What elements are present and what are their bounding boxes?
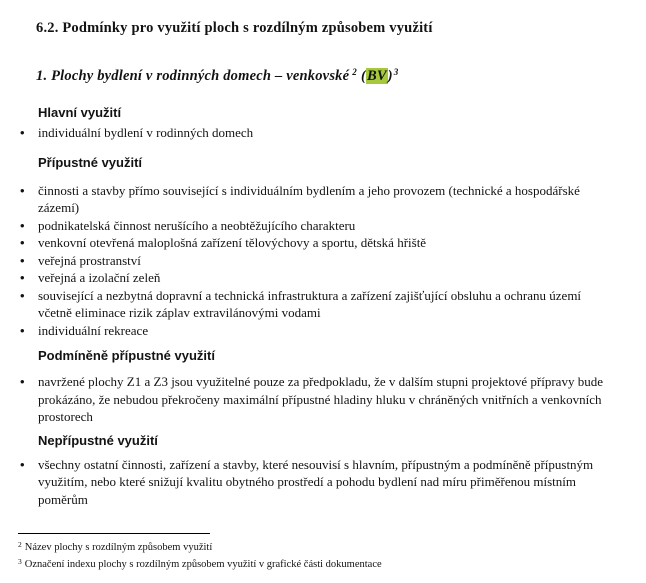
- list-item: • individuální bydlení v rodinných domech: [0, 124, 646, 142]
- list-item: • individuální rekreace: [0, 322, 646, 340]
- list-item: • venkovní otevřená maloplošná zařízení tělovýchovy a sportu, dětská hřiště: [0, 234, 646, 252]
- footnote-2-text: Název plochy s rozdílným způsobem využití: [24, 542, 213, 553]
- section-title-permitted-use: Přípustné využití: [38, 154, 143, 170]
- list-item: • činnosti a stavby přímo související s individuálním bydlením a jeho provozem (technické a hospodářské zázemí): [0, 182, 646, 217]
- bullet-list-impermissible-use: [0, 456, 646, 509]
- chapter-heading: 6.2. Podmínky pro využití ploch s rozdílným způsobem využití: [36, 20, 433, 36]
- bullet-list-permitted-use: [0, 182, 646, 340]
- footnote-ref-3-marker: 3: [393, 67, 399, 77]
- section-title-conditionally-permitted-use: Podmíněně přípustné využití: [38, 348, 215, 363]
- list-item: • všechny ostatní činnosti, zařízení a stavby, které nesouvisí s hlavním, přípustným a podmíněně přípustným využitím, nebo které snižují kvalitu obytného prostředí a pohodu bydlení nad míru přiměřenou místním poměrům: [0, 456, 646, 509]
- footnote-ref-2-marker: 2: [352, 67, 357, 77]
- list-item: • navržené plochy Z1 a Z3 jsou využitelné pouze za předpokladu, že v dalším stupni projektové přípravy bude prokázáno, že nebudou překročeny maximální přípustné hladiny hluku v chráněných vnitřních a venkovních prostorech: [0, 373, 646, 426]
- zone-heading-text: 1. Plochy bydlení v rodinných domech – venkovské: [36, 68, 350, 84]
- zone-heading: [36, 63, 646, 85]
- footnote-3-text: Označení indexu plochy s rozdílným způsobem využití v grafické části dokumentace: [24, 558, 382, 570]
- list-item: • veřejná prostranství: [0, 252, 646, 270]
- zone-code: [361, 68, 393, 84]
- section-title-main-use: Hlavní využití: [38, 105, 122, 120]
- footnote-3-number: 3: [18, 556, 22, 566]
- paren-close: ): [387, 68, 393, 84]
- bullet-list-conditionally-permitted-use: [0, 373, 646, 426]
- list-item: • související a nezbytná dopravní a technická infrastruktura a zařízení zajišťující obsluhu a ochranu území včetně eliminace rizik záplav extravilánovými vodami: [0, 287, 646, 322]
- footnote-2-number: 2: [18, 540, 22, 549]
- zone-code-highlight: BV: [367, 68, 387, 84]
- footnote-2: [18, 538, 646, 555]
- list-item: • podnikatelská činnost nerušícího a neobtěžujícího charakteru: [0, 217, 646, 235]
- footnote-separator-rule: [18, 533, 210, 534]
- footnote-3: [18, 555, 646, 572]
- bullet-list-main-use: [0, 124, 646, 142]
- paren-open: (: [360, 68, 366, 84]
- section-title-impermissible-use: Nepřípustné využití: [38, 432, 158, 448]
- list-item: • veřejná a izolační zeleň: [0, 269, 646, 287]
